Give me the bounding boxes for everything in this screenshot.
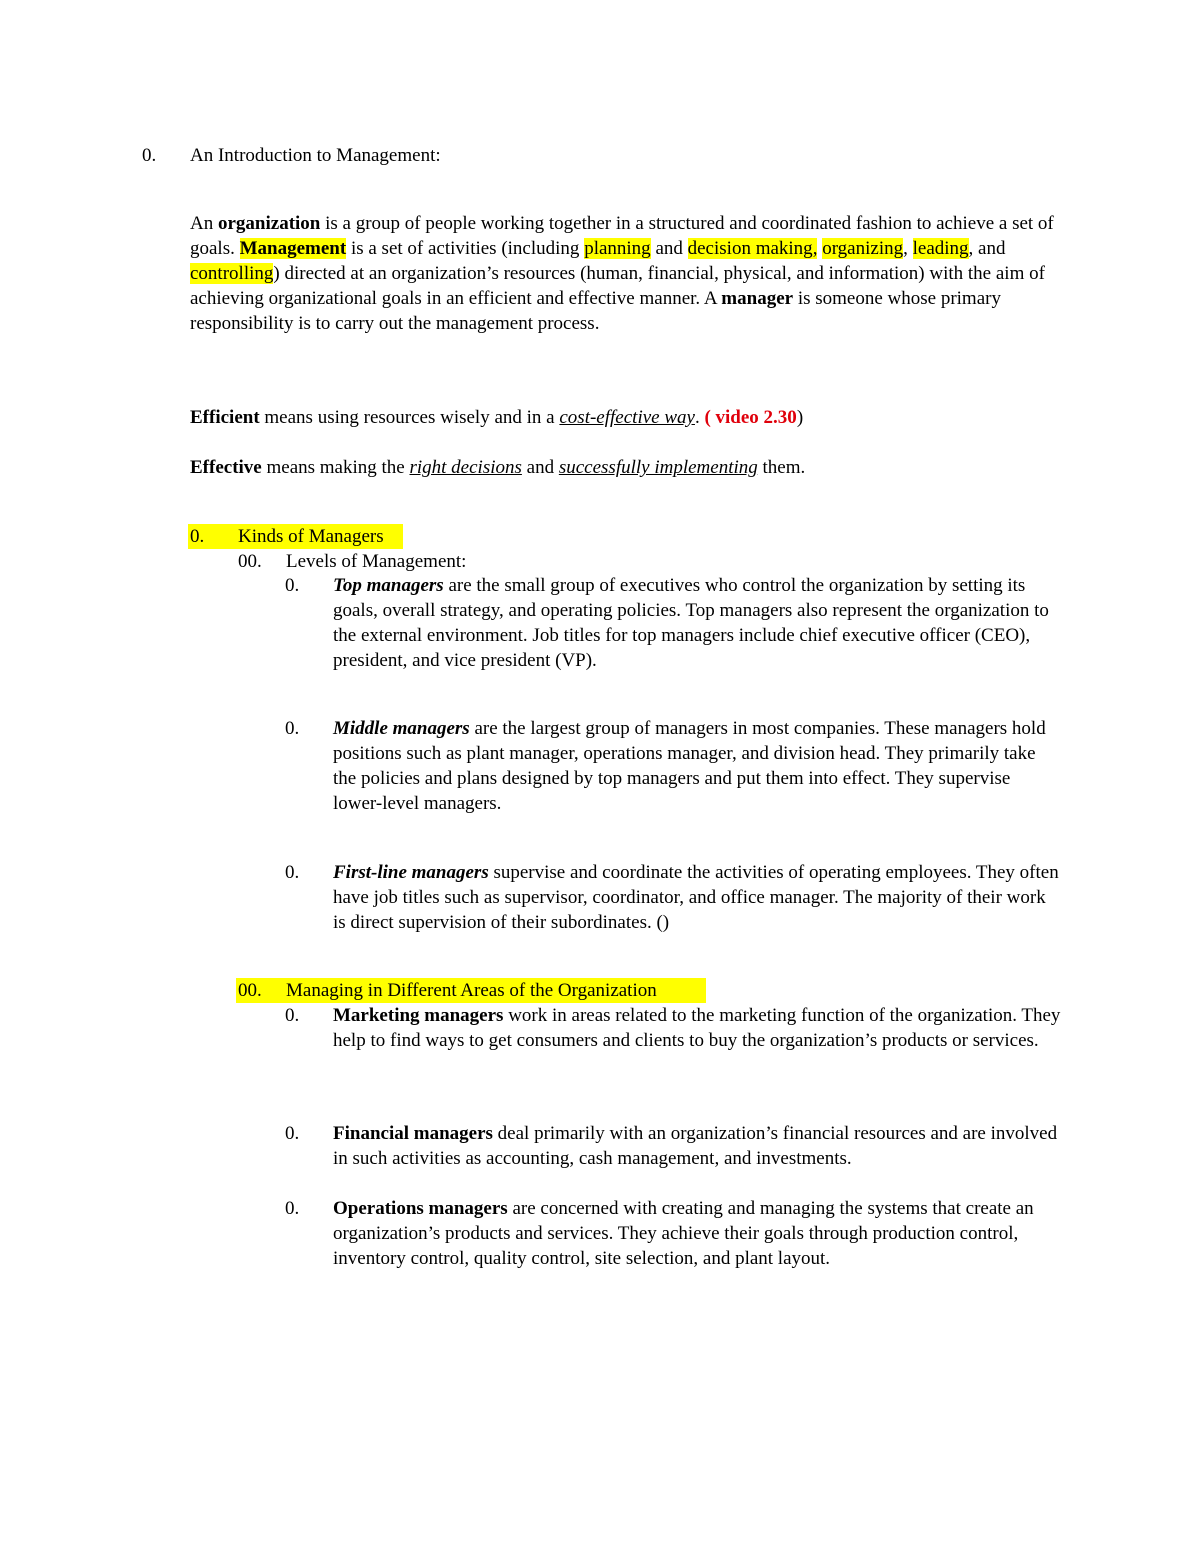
term-first-line-managers: First-line managers: [333, 862, 489, 883]
marketing-managers-number: 0.: [285, 1005, 300, 1026]
effective-definition: Effective means making the right decisions and successfully implementing them.: [190, 457, 806, 478]
operations-managers-item: Operations managers are concerned with creating and managing the systems that create an organization’s products and services. They achieve their goals through production control, inventory control, quality control, site selection, and plant layout.: [333, 1198, 1034, 1269]
top-managers-number: 0.: [285, 575, 300, 596]
highlight-decision-making: decision making: [687, 238, 813, 259]
term-organization: organization: [217, 213, 321, 234]
highlight-leading: leading: [912, 238, 969, 259]
marketing-managers-item: Marketing managers work in areas related to the marketing function of the organization. They help to find ways to get consumers and clients to buy the organization’s products or services.: [333, 1005, 1061, 1051]
operations-managers-number: 0.: [285, 1198, 300, 1219]
term-manager: manager: [721, 288, 794, 309]
areas-title: Managing in Different Areas of the Organization: [286, 980, 657, 1001]
middle-managers-item: Middle managers are the largest group of managers in most companies. These managers hold positions such as plant manager, operations manager, and division head. They primarily take the policies and plans designed by top managers and put them into effect. They supervise lower-level managers.: [333, 718, 1046, 814]
term-middle-managers: Middle managers: [333, 718, 470, 739]
term-efficient: Efficient: [190, 407, 260, 428]
term-management: Management: [239, 238, 347, 259]
section-number: 0.: [142, 145, 157, 166]
kinds-heading: [188, 524, 403, 549]
levels-title: Levels of Management:: [286, 551, 467, 572]
highlight-organizing: organizing: [822, 238, 904, 259]
middle-managers-number: 0.: [285, 718, 300, 739]
term-top-managers: Top managers: [333, 575, 444, 596]
emphasis-cost-effective: cost-effective way: [559, 407, 695, 428]
highlight-planning: planning: [584, 238, 651, 259]
top-managers-item: Top managers are the small group of executives who control the organization by setting its goals, overall strategy, and operating policies. Top managers also represent the organization to the external environment. Job titles for top managers include chief executive officer (CEO), president, and vice president (VP).: [333, 575, 1049, 671]
term-financial-managers: Financial managers: [333, 1123, 493, 1144]
kinds-title: Kinds of Managers: [238, 526, 384, 547]
kinds-number: 0.: [190, 526, 205, 547]
highlight-controlling: controlling: [190, 263, 274, 284]
efficient-definition: Efficient means using resources wisely and in a cost-effective way. ( video 2.30): [190, 407, 804, 428]
video-reference: ( video 2.30: [704, 407, 797, 428]
intro-paragraph: An organization is a group of people working together in a structured and coordinated fashion to achieve a set of goals. Management is a set of activities (including planning and decision making, organizing, leading, and controlling) directed at an organization’s resources (human, financial, physical, and information) with the aim of achieving organizational goals in an efficient and effective manner. A manager is someone whose primary responsibility is to carry out the management process.: [190, 213, 1054, 334]
emphasis-right-decisions: right decisions: [409, 457, 522, 478]
term-marketing-managers: Marketing managers: [333, 1005, 504, 1026]
levels-number: 00.: [238, 551, 262, 572]
section-title: An Introduction to Management:: [190, 145, 441, 166]
areas-number: 00.: [238, 980, 262, 1001]
emphasis-successfully-implementing: successfully implementing: [558, 457, 758, 478]
financial-managers-item: Financial managers deal primarily with an organization’s financial resources and are involved in such activities as accounting, cash management, and investments.: [333, 1123, 1058, 1169]
financial-managers-number: 0.: [285, 1123, 300, 1144]
term-effective: Effective: [190, 457, 262, 478]
areas-heading: [236, 978, 706, 1003]
term-operations-managers: Operations managers: [333, 1198, 508, 1219]
first-line-managers-number: 0.: [285, 862, 300, 883]
first-line-managers-item: First-line managers supervise and coordinate the activities of operating employees. They often have job titles such as supervisor, coordinator, and office manager. The majority of their work is direct supervision of their subordinates. (): [333, 862, 1059, 933]
